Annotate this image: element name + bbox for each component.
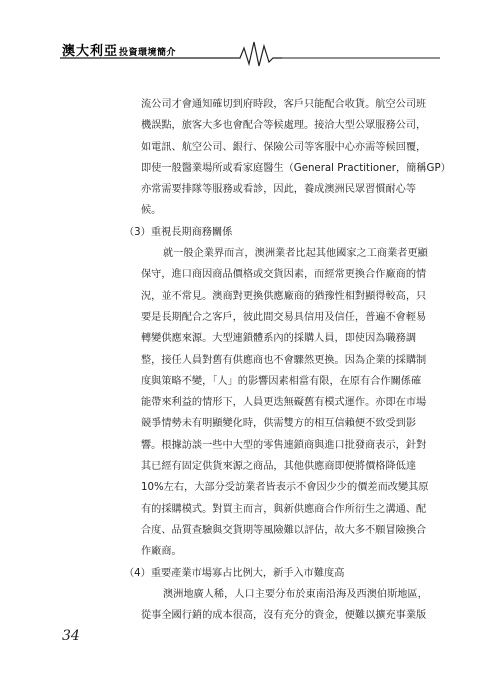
text-line: 合度、品質查驗與交貨期等風險難以評估，故大多不願冒險換合 [141, 524, 427, 536]
section-4-body [141, 584, 437, 627]
text-line: 整，接任人員對舊有供應商也不會驟然更換。因為企業的採購制 [141, 354, 427, 366]
text-line: 其已經有固定供貨來源之商品，其他供應商即便將價格降低達 [141, 461, 417, 473]
running-header [0, 0, 480, 70]
text-line: 如電訊、航空公司、銀行、保險公司等客服中心亦需等候回覆， [141, 141, 427, 153]
text-line: 度與策略不變，「人」的影響因素相當有限，在原有合作關係確 [141, 375, 422, 387]
text-line: 競爭情勢未有明顯變化時，供需雙方的相互信賴便不致受到影 [141, 418, 417, 430]
text-line: 轉變供應來源。大型連鎖體系內的採購人員，即使因為職務調 [141, 333, 417, 345]
text-line: 候。 [141, 205, 162, 217]
header-title [62, 40, 176, 59]
text-line: 流公司才會通知確切到府時段，客戶只能配合收貨。航空公司班 [141, 99, 427, 110]
paragraph-1 [141, 94, 451, 222]
text-line: 響。根據訪談一些中大型的零售連鎖商與進口批發商表示，針對 [141, 439, 427, 451]
text-line: 澳洲地廣人稀，人口主要分布於東南沿海及西澳伯斯地區， [163, 588, 428, 600]
page-body [124, 94, 451, 626]
text-line: 況，並不常見。澳商對更換供應廠商的猶豫性相對顯得較高，只 [141, 290, 427, 302]
text-line: 10%左右，大部分受訪業者皆表示不會因少少的價差而改變其原 [141, 482, 429, 494]
text-line: 保守，進口商因商品價格或交貨因素，而經常更換合作廠商的情 [141, 269, 427, 281]
text-line: 亦常需要排隊等服務或看診，因此，養成澳洲民眾習慣耐心等 [141, 184, 417, 196]
page-number: 34 [62, 628, 80, 644]
section-heading-4: （4）重要產業市場寡占比例大，新手入市難度高 [124, 567, 345, 579]
header-title-sub: 投資環境簡介 [119, 48, 177, 58]
section-3-body [141, 243, 437, 562]
text-line: 就一般企業界而言，澳洲業者比起其他國家之工商業者更顯 [163, 248, 428, 260]
text-line: 即使一般醫業場所或看家庭醫生（General Practitioner，簡稱GP） [141, 162, 451, 174]
text-line: 有的採購模式。對買主而言，與新供應商合作所衍生之溝通、配 [141, 503, 427, 515]
text-line: 作廠商。 [141, 546, 182, 558]
header-title-main: 澳大利亞 [62, 44, 119, 59]
text-line: 機誤點，旅客大多也會配合等候處理。接洽大型公眾服務公司， [141, 120, 427, 132]
text-line: 要是長期配合之客戶，彼此間交易具信用及信任，普遍不會輕易 [141, 311, 427, 323]
section-heading-3: （3）重視長期商務關係 [124, 226, 233, 238]
text-line: 能帶來利益的情形下，人員更迭無礙舊有模式運作。亦即在市場 [141, 397, 427, 409]
text-line: 從事全國行銷的成本很高，沒有充分的資金，便難以擴充事業版 [141, 610, 427, 622]
